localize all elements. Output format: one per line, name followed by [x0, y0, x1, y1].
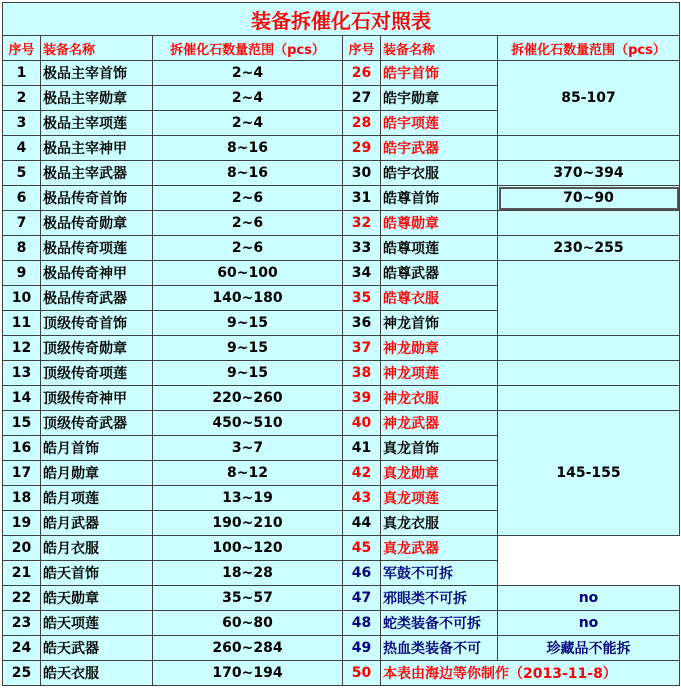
seq-cell-left[interactable]: 4 — [3, 136, 41, 161]
equipment-name-left[interactable]: 顶级传奇武器 — [41, 411, 153, 436]
equipment-name-right[interactable]: 军鼓不可拆 — [381, 561, 498, 586]
range-cell-left[interactable]: 260~284 — [153, 636, 343, 661]
table-row — [3, 336, 680, 361]
seq-cell-right[interactable]: 37 — [343, 336, 381, 361]
table-row — [3, 261, 680, 286]
equipment-name-right[interactable]: 神龙武器 — [381, 411, 498, 436]
table-row — [3, 186, 680, 211]
range-cell-left[interactable]: 100~120 — [153, 536, 343, 561]
table-row — [3, 536, 680, 561]
seq-cell-right[interactable]: 48 — [343, 611, 381, 636]
range-cell-left[interactable]: 3~7 — [153, 436, 343, 461]
equipment-name-left[interactable]: 皓月项莲 — [41, 486, 153, 511]
range-cell-right[interactable]: no — [498, 611, 680, 636]
seq-cell-left[interactable]: 20 — [3, 536, 41, 561]
header-row — [3, 36, 680, 61]
range-cell-left[interactable]: 8~16 — [153, 161, 343, 186]
equipment-name-left[interactable]: 极品主宰勋章 — [41, 86, 153, 111]
seq-cell-right[interactable]: 34 — [343, 261, 381, 286]
header-seq-2[interactable]: 序号 — [343, 36, 381, 61]
equipment-name-left[interactable]: 皓天武器 — [41, 636, 153, 661]
header-seq-1[interactable]: 序号 — [3, 36, 41, 61]
equipment-name-left[interactable]: 皓天衣服 — [41, 661, 153, 686]
table-row — [3, 161, 680, 186]
range-cell-left[interactable]: 60~100 — [153, 261, 343, 286]
seq-cell-right[interactable]: 33 — [343, 236, 381, 261]
equipment-name-left[interactable]: 顶级传奇勋章 — [41, 336, 153, 361]
seq-cell-right[interactable]: 38 — [343, 361, 381, 386]
equipment-name-right[interactable]: 皓尊勋章 — [381, 211, 498, 236]
equipment-name-right[interactable]: 皓尊衣服 — [381, 286, 498, 311]
equipment-name-left[interactable]: 极品传奇神甲 — [41, 261, 153, 286]
seq-cell-right[interactable]: 46 — [343, 561, 381, 586]
range-cell-left[interactable]: 9~15 — [153, 336, 343, 361]
seq-cell-left[interactable]: 18 — [3, 486, 41, 511]
equipment-name-left[interactable]: 极品传奇项莲 — [41, 236, 153, 261]
seq-cell-right[interactable]: 44 — [343, 511, 381, 536]
seq-cell-left[interactable]: 15 — [3, 411, 41, 436]
equipment-name-left[interactable]: 极品主宰武器 — [41, 161, 153, 186]
equipment-name-right[interactable]: 皓尊首饰 — [381, 186, 498, 211]
range-cell-left[interactable]: 450~510 — [153, 411, 343, 436]
header-range-2[interactable]: 拆催化石数量范围（pcs） — [498, 36, 680, 61]
range-cell-right[interactable] — [498, 136, 680, 161]
equipment-name-right[interactable]: 皓宇项莲 — [381, 111, 498, 136]
range-cell-right[interactable] — [498, 336, 680, 361]
seq-cell-left[interactable]: 7 — [3, 211, 41, 236]
equipment-name-right[interactable]: 皓宇勋章 — [381, 86, 498, 111]
equipment-name-left[interactable]: 极品传奇首饰 — [41, 186, 153, 211]
range-cell-left[interactable]: 8~16 — [153, 136, 343, 161]
seq-cell-right[interactable]: 26 — [343, 61, 381, 86]
range-cell-right[interactable] — [498, 261, 680, 336]
range-cell-left[interactable]: 220~260 — [153, 386, 343, 411]
seq-cell-right[interactable]: 29 — [343, 136, 381, 161]
range-cell-right[interactable]: no — [498, 586, 680, 611]
range-cell-left[interactable]: 2~4 — [153, 86, 343, 111]
equipment-name-left[interactable]: 极品主宰首饰 — [41, 61, 153, 86]
equipment-name-left[interactable]: 皓天项莲 — [41, 611, 153, 636]
table-row — [3, 411, 680, 436]
seq-cell-right[interactable]: 30 — [343, 161, 381, 186]
range-cell-right[interactable]: 370~394 — [498, 161, 680, 186]
seq-cell-right[interactable]: 28 — [343, 111, 381, 136]
equipment-name-right[interactable]: 皓宇衣服 — [381, 161, 498, 186]
table-row — [3, 386, 680, 411]
seq-cell-right[interactable]: 35 — [343, 286, 381, 311]
table-title[interactable]: 装备拆催化石对照表 — [3, 3, 680, 36]
range-cell-right[interactable] — [498, 361, 680, 386]
range-cell-left[interactable]: 2~6 — [153, 186, 343, 211]
equipment-name-right[interactable]: 真龙勋章 — [381, 461, 498, 486]
seq-cell-right[interactable]: 49 — [343, 636, 381, 661]
table-row — [3, 211, 680, 236]
range-cell-left[interactable]: 190~210 — [153, 511, 343, 536]
equipment-name-right[interactable]: 蛇类装备不可拆 — [381, 611, 498, 636]
equipment-name-left[interactable]: 顶级传奇项莲 — [41, 361, 153, 386]
seq-cell-left[interactable]: 9 — [3, 261, 41, 286]
range-cell-left[interactable]: 18~28 — [153, 561, 343, 586]
title-row — [3, 3, 680, 36]
range-cell-left[interactable]: 9~15 — [153, 361, 343, 386]
seq-cell-left[interactable]: 2 — [3, 86, 41, 111]
equipment-name-left[interactable]: 皓天首饰 — [41, 561, 153, 586]
range-cell-left[interactable]: 2~4 — [153, 111, 343, 136]
table-row — [3, 236, 680, 261]
table-row — [3, 586, 680, 611]
seq-cell-left[interactable]: 1 — [3, 61, 41, 86]
equipment-name-right[interactable]: 本表由海边等你制作（2013-11-8） — [381, 661, 680, 686]
equipment-name-right[interactable]: 神龙项莲 — [381, 361, 498, 386]
range-cell-right[interactable] — [498, 386, 680, 411]
equipment-name-right[interactable]: 皓宇武器 — [381, 136, 498, 161]
range-cell-right[interactable]: 230~255 — [498, 236, 680, 261]
range-cell-left[interactable]: 9~15 — [153, 311, 343, 336]
table-row — [3, 361, 680, 386]
seq-cell-right[interactable]: 27 — [343, 86, 381, 111]
table-row — [3, 61, 680, 86]
equipment-name-left[interactable]: 极品传奇勋章 — [41, 211, 153, 236]
equipment-name-left[interactable]: 极品主宰神甲 — [41, 136, 153, 161]
equipment-name-right[interactable]: 神龙勋章 — [381, 336, 498, 361]
seq-cell-left[interactable]: 17 — [3, 461, 41, 486]
seq-cell-left[interactable]: 16 — [3, 436, 41, 461]
seq-cell-right[interactable]: 47 — [343, 586, 381, 611]
header-range-1[interactable]: 拆催化石数量范围（pcs） — [153, 36, 343, 61]
range-cell-left[interactable]: 60~80 — [153, 611, 343, 636]
table-row — [3, 611, 680, 636]
equipment-name-right[interactable]: 热血类装备不可 — [381, 636, 498, 661]
range-cell-left[interactable]: 170~194 — [153, 661, 343, 686]
seq-cell-right[interactable]: 31 — [343, 186, 381, 211]
equipment-name-right[interactable]: 皓尊武器 — [381, 261, 498, 286]
table-row — [3, 561, 680, 586]
seq-cell-left[interactable]: 19 — [3, 511, 41, 536]
seq-cell-left[interactable]: 24 — [3, 636, 41, 661]
seq-cell-left[interactable]: 21 — [3, 561, 41, 586]
equipment-name-right[interactable]: 神龙首饰 — [381, 311, 498, 336]
seq-cell-left[interactable]: 12 — [3, 336, 41, 361]
equipment-name-right[interactable]: 真龙项莲 — [381, 486, 498, 511]
equipment-name-left[interactable]: 皓月武器 — [41, 511, 153, 536]
range-cell-right[interactable]: 145-155 — [498, 411, 680, 536]
header-name-1[interactable]: 装备名称 — [41, 36, 153, 61]
seq-cell-right[interactable]: 50 — [343, 661, 381, 686]
seq-cell-left[interactable]: 8 — [3, 236, 41, 261]
seq-cell-left[interactable]: 14 — [3, 386, 41, 411]
seq-cell-left[interactable]: 13 — [3, 361, 41, 386]
equipment-name-left[interactable]: 皓月勋章 — [41, 461, 153, 486]
seq-cell-left[interactable]: 11 — [3, 311, 41, 336]
equipment-name-right[interactable]: 真龙武器 — [381, 536, 498, 561]
table-row — [3, 636, 680, 661]
seq-cell-right[interactable]: 40 — [343, 411, 381, 436]
seq-cell-right[interactable]: 39 — [343, 386, 381, 411]
range-cell-right[interactable]: 珍藏品不能拆 — [498, 636, 680, 661]
seq-cell-right[interactable]: 45 — [343, 536, 381, 561]
seq-cell-left[interactable]: 10 — [3, 286, 41, 311]
seq-cell-right[interactable]: 41 — [343, 436, 381, 461]
seq-cell-right[interactable]: 42 — [343, 461, 381, 486]
range-cell-left[interactable]: 8~12 — [153, 461, 343, 486]
range-cell-left[interactable]: 2~6 — [153, 211, 343, 236]
header-name-2[interactable]: 装备名称 — [381, 36, 498, 61]
seq-cell-right[interactable]: 36 — [343, 311, 381, 336]
range-cell-right[interactable] — [498, 211, 680, 236]
seq-cell-left[interactable]: 3 — [3, 111, 41, 136]
range-cell-left[interactable]: 140~180 — [153, 286, 343, 311]
range-cell-right[interactable]: 85-107 — [498, 61, 680, 136]
seq-cell-left[interactable]: 6 — [3, 186, 41, 211]
comparison-table — [2, 2, 680, 686]
equipment-name-left[interactable]: 极品主宰项莲 — [41, 111, 153, 136]
range-cell-left[interactable]: 13~19 — [153, 486, 343, 511]
range-cell-left[interactable]: 2~6 — [153, 236, 343, 261]
range-cell-right[interactable]: 70~90 — [498, 186, 680, 211]
equipment-name-left[interactable]: 极品传奇武器 — [41, 286, 153, 311]
seq-cell-right[interactable]: 32 — [343, 211, 381, 236]
seq-cell-left[interactable]: 22 — [3, 586, 41, 611]
equipment-name-right[interactable]: 皓宇首饰 — [381, 61, 498, 86]
equipment-name-left[interactable]: 皓天勋章 — [41, 586, 153, 611]
range-cell-left[interactable]: 2~4 — [153, 61, 343, 86]
equipment-name-left[interactable]: 顶级传奇神甲 — [41, 386, 153, 411]
equipment-name-left[interactable]: 皓月首饰 — [41, 436, 153, 461]
equipment-name-right[interactable]: 神龙衣服 — [381, 386, 498, 411]
equipment-name-right[interactable]: 真龙首饰 — [381, 436, 498, 461]
seq-cell-left[interactable]: 5 — [3, 161, 41, 186]
equipment-name-right[interactable]: 真龙衣服 — [381, 511, 498, 536]
equipment-name-left[interactable]: 顶级传奇首饰 — [41, 311, 153, 336]
equipment-name-left[interactable]: 皓月衣服 — [41, 536, 153, 561]
range-cell-left[interactable]: 35~57 — [153, 586, 343, 611]
equipment-name-right[interactable]: 皓尊项莲 — [381, 236, 498, 261]
seq-cell-left[interactable]: 23 — [3, 611, 41, 636]
table-row — [3, 661, 680, 686]
equipment-name-right[interactable]: 邪眼类不可拆 — [381, 586, 498, 611]
seq-cell-right[interactable]: 43 — [343, 486, 381, 511]
seq-cell-left[interactable]: 25 — [3, 661, 41, 686]
table-row — [3, 136, 680, 161]
